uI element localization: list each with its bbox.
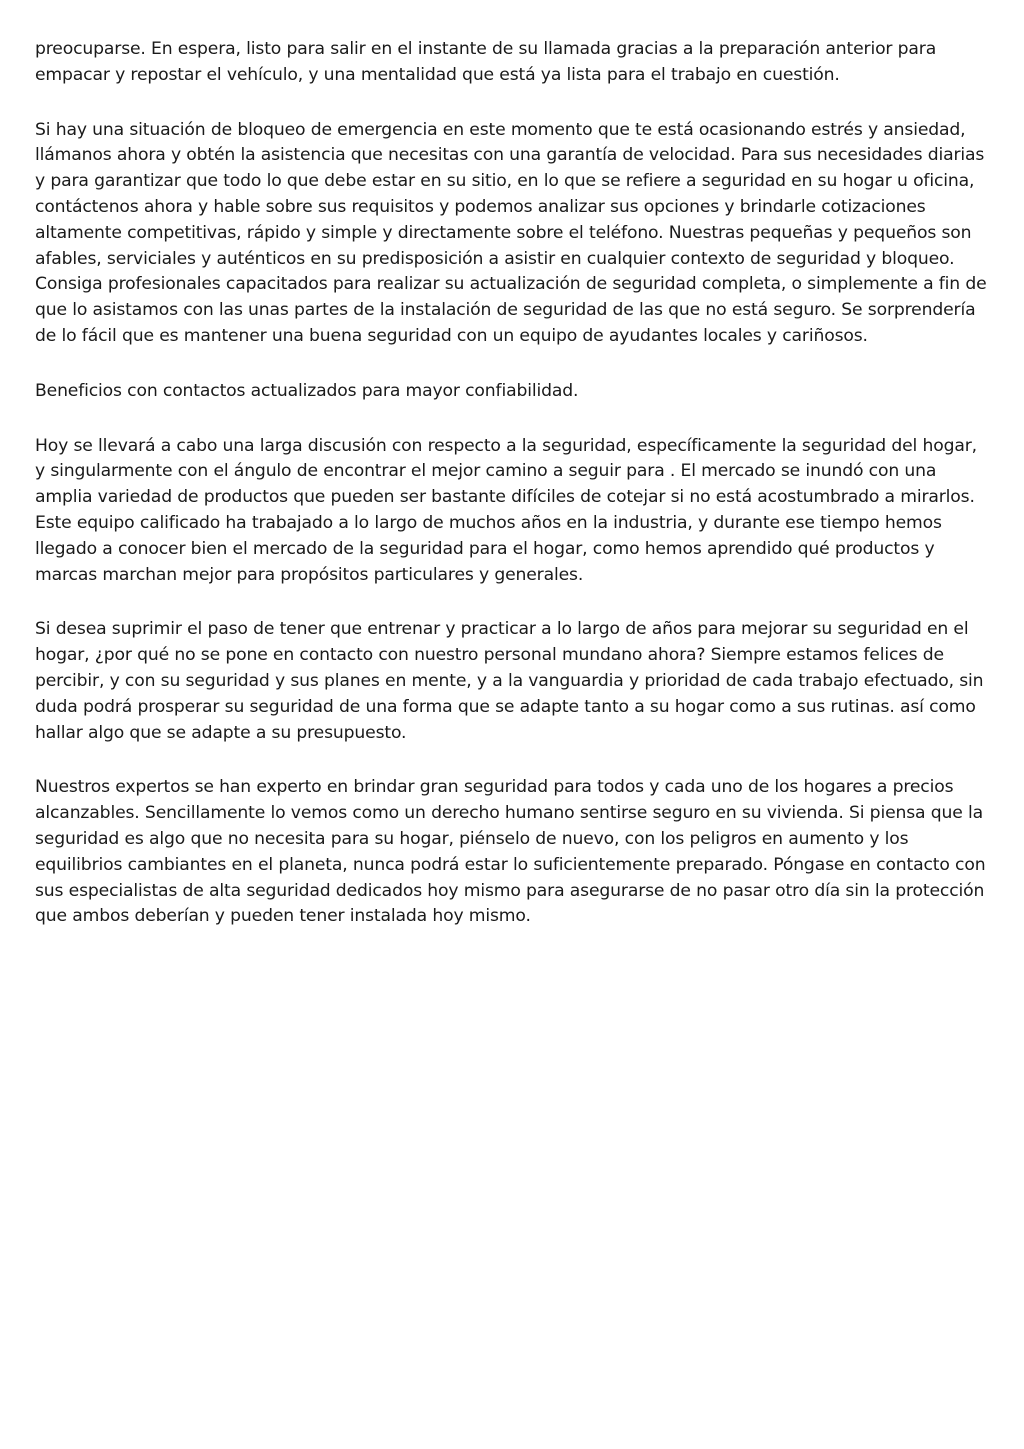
paragraph-emergency-lockout: Si hay una situación de bloqueo de emergencia en este momento que te está ocasionando estrés y ansiedad, llámanos ahora y obtén la asistencia que necesitas con una garantía de velocidad. Para sus necesidades diarias y para garantizar que todo lo que debe estar en su sitio, en lo que se refiere a seguridad en su hogar u oficina, contáctenos ahora y hable sobre sus requisitos y podemos analizar sus opciones y brindarle cotizaciones altamente competitivas, rápido y simple y directamente sobre el teléfono. Nuestras pequeñas y pequeños son afables, serviciales y auténticos en su predisposición a asistir en cualquier contexto de seguridad y bloqueo. Consiga profesionales capacitados para realizar su actualización de seguridad completa, o simplemente a fin de que lo asistamos con las unas partes de la instalación de seguridad de las que no está seguro. Se sorprendería de lo fácil que es mantener una buena seguridad con un equipo de ayudantes locales y cariñosos. — [35, 119, 987, 346]
paragraph-experts: Nuestros expertos se han experto en brindar gran seguridad para todos y cada uno de los hogares a precios alcanzables. Sencillamente lo vemos como un derecho humano sentirse seguro en su vivienda. Si piensa que la seguridad es algo que no necesita para su hogar, piénselo de nuevo, con los peligros en aumento y los equilibrios cambiantes en el planeta, nunca podrá estar lo suficientemente preparado. Póngase en contacto con sus especialistas de alta seguridad dedicados hoy mismo para asegurarse de no pasar otro día sin la protección que ambos deberían y pueden tener instalada hoy mismo. — [35, 777, 986, 927]
paragraph-contact-staff: Si desea suprimir el paso de tener que entrenar y practicar a lo largo de años para mejorar su seguridad en el hogar, ¿por qué no se pone en contacto con nuestro personal mundano ahora? Siempre estamos felices de percibir, y con su seguridad y sus planes en mente, y a la vanguardia y prioridad de cada trabajo efectuado, sin duda podrá prosperar su seguridad de una forma que se adapte tanto a su hogar como a sus rutinas. así como hallar algo que se adapte a su presupuesto. — [35, 619, 984, 743]
document-body — [35, 37, 990, 959]
paragraph-continuation: preocuparse. En espera, listo para salir en el instante de su llamada gracias a la preparación anterior para empacar y repostar el vehículo, y una mentalidad que está ya lista para el trabajo en cuestión. — [35, 39, 937, 85]
paragraph-home-security-discussion: Hoy se llevará a cabo una larga discusión con respecto a la seguridad, específicamente la seguridad del hogar, y singularmente con el ángulo de encontrar el mejor camino a seguir para . El mercado se inundó con una amplia variedad de productos que pueden ser bastante difíciles de cotejar si no está acostumbrado a mirarlos. Este equipo calificado ha trabajado a lo largo de muchos años en la industria, y durante ese tiempo hemos llegado a conocer bien el mercado de la seguridad para el hogar, como hemos aprendido qué productos y marcas marchan mejor para propósitos particulares y generales. — [35, 435, 977, 585]
paragraph-benefits: Beneficios con contactos actualizados para mayor confiabilidad. — [35, 380, 579, 401]
